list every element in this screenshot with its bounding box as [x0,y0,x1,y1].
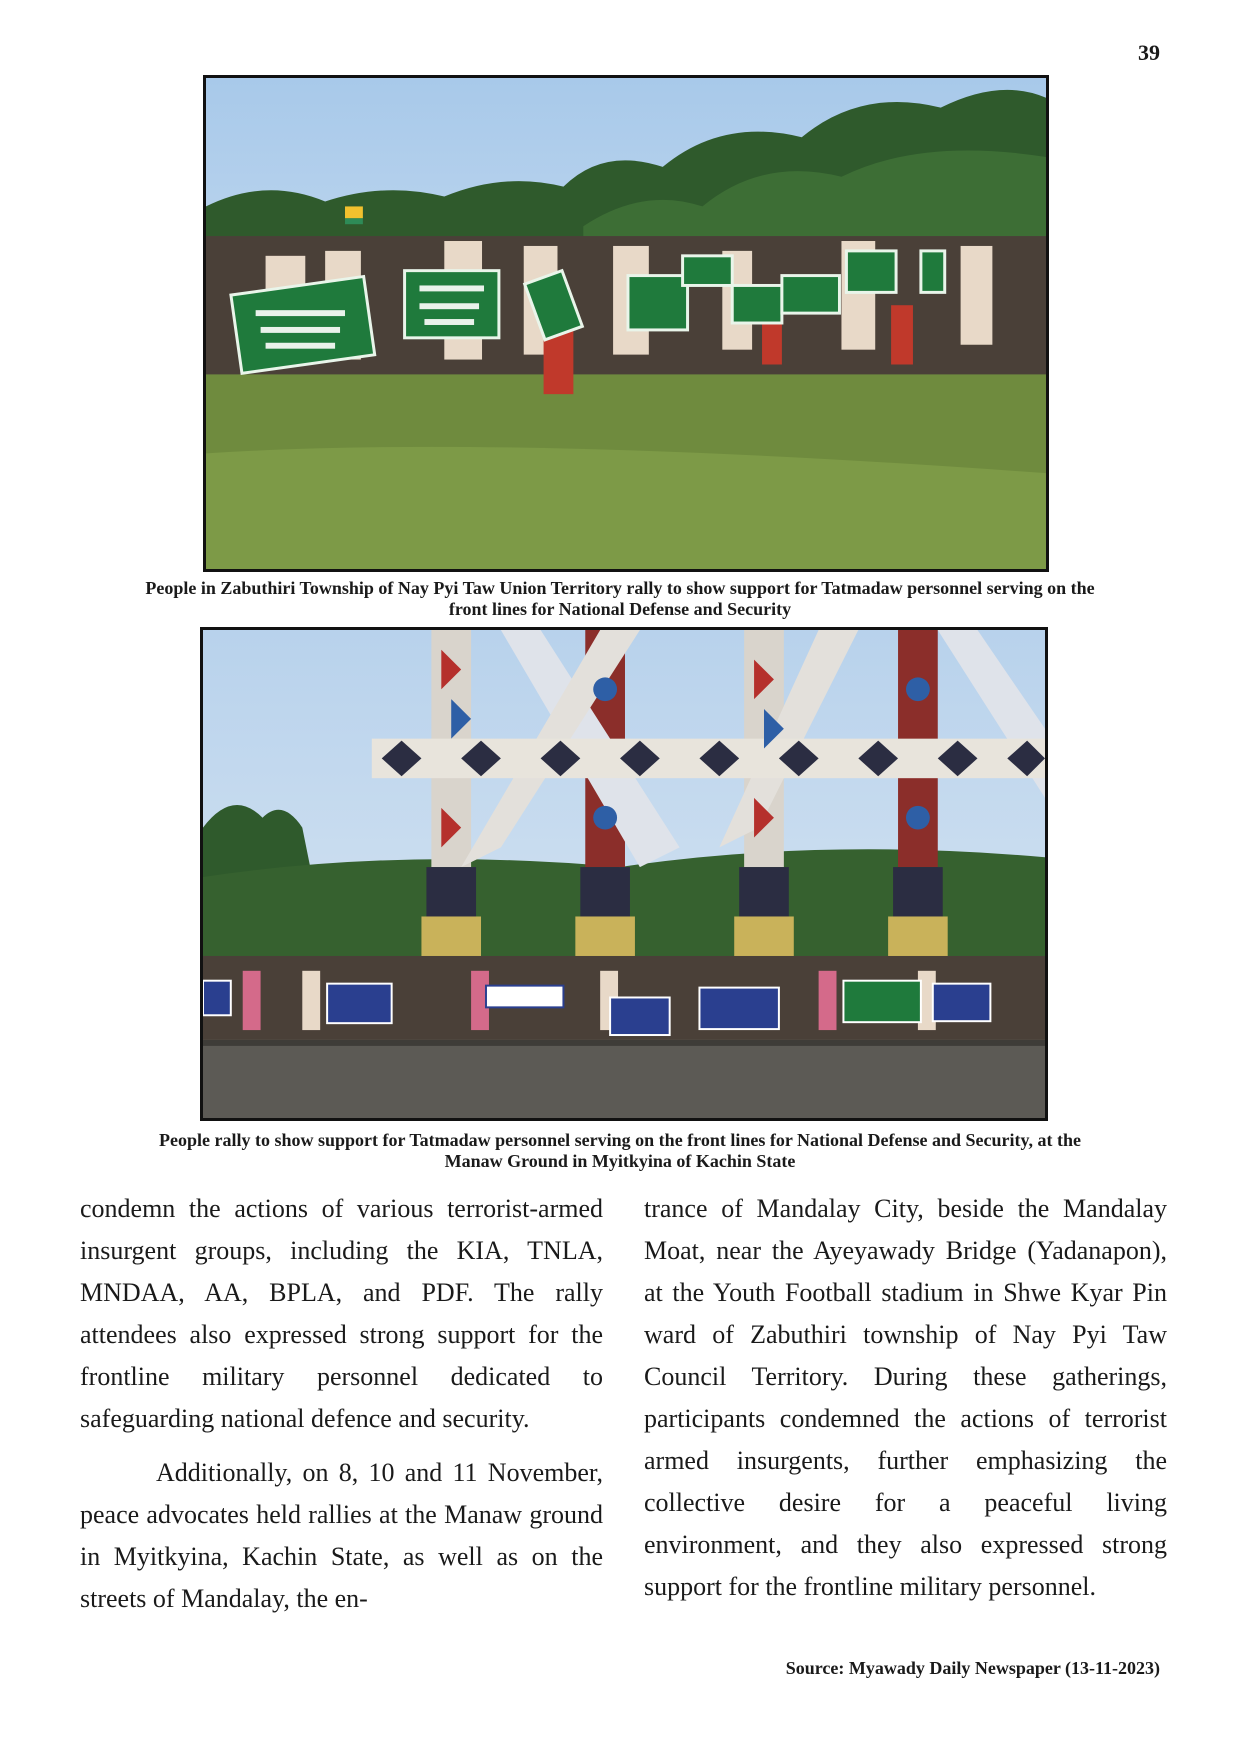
page-number: 39 [1138,40,1160,65]
rally-photo-manaw-ground-illustration [203,630,1045,1118]
article-paragraph: Additionally, on 8, 10 and 11 November, peace advocates held rallies at the Manaw ground in Myitkyina, Kachin State, as well as on the streets of Mandalay, the en- [80,1458,603,1613]
figure-caption-1: People in Zabuthiri Township of Nay Pyi Taw Union Territory rally to show support for Tatmadaw personnel serving on the front lines for National Defense and Security [145,578,1095,619]
figure-caption-2: People rally to show support for Tatmadaw personnel serving on the front lines for National Defense and Security, at the Manaw Ground in Myitkyina of Kachin State [158,1130,1081,1171]
rally-photo-zabuthiri [203,75,1049,572]
source-credit: Source: Myawady Daily Newspaper (13-11-2023) [785,1658,1160,1678]
article-paragraph: condemn the actions of various terrorist-armed insurgent groups, including the KIA, TNLA, MNDAA, AA, BPLA, and PDF. The rally attendees also expressed strong support for the frontline military personnel dedicated to safeguarding national defence and security. [80,1194,603,1433]
rally-photo-manaw-ground [200,627,1048,1121]
article-column-left [80,1188,603,1620]
rally-photo-zabuthiri-illustration [206,78,1046,569]
article-column-right [644,1188,1167,1608]
article-paragraph: trance of Mandalay City, beside the Mandalay Moat, near the Ayeyawady Bridge (Yadanapon), at the Youth Football stadium in Shwe Kyar Pin ward of Zabuthiri township of Nay Pyi Taw Council Territory. During these gatherings, participants condemned the actions of terrorist armed insurgents, further emphasizing the collective desire for a peaceful living environment, and they also expressed strong support for the frontline military personnel. [644,1194,1167,1601]
